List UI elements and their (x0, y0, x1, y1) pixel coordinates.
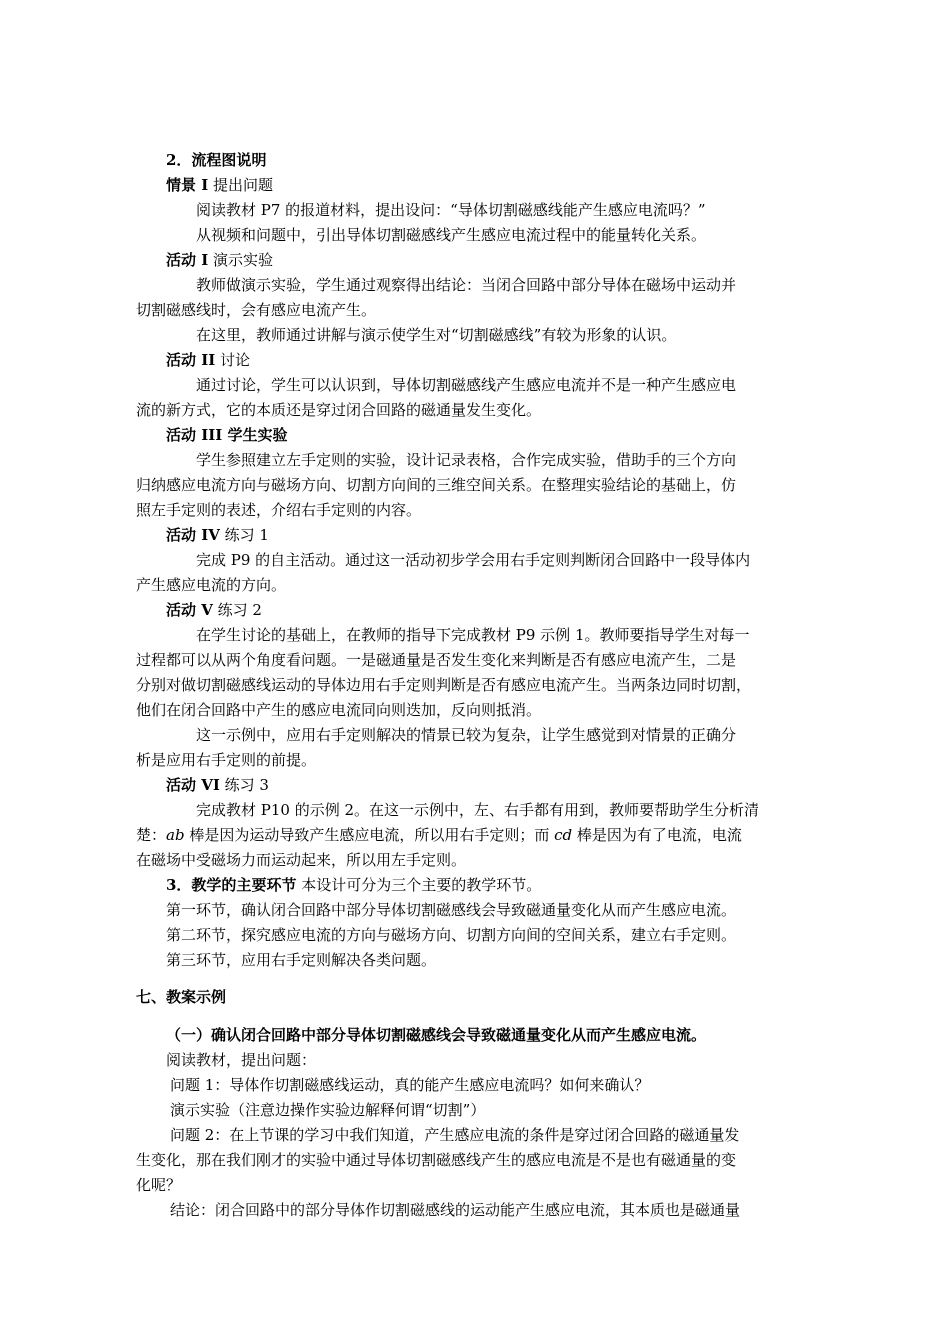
paragraph-line: 问题 2：在上节课的学习中我们知道，产生感应电流的条件是穿过闭合回路的磁通量发 (170, 1126, 740, 1144)
paragraph-line: 完成 P9 的自主活动。通过这一活动初步学会用右手定则判断闭合回路中一段导体内 (196, 551, 751, 569)
section-3-intro: 本设计可分为三个主要的教学环节。 (296, 876, 542, 894)
paragraph-line: 演示实验（注意边操作实验边解释何谓“切割”） (170, 1101, 486, 1119)
section-3-title: 3．教学的主要环节 (166, 876, 297, 894)
paragraph-line: 阅读教材 P7 的报道材料，提出设问：“导体切割磁感线能产生感应电流吗？” (196, 201, 706, 219)
scene-1-heading (166, 173, 273, 198)
paragraph-line: 学生参照建立左手定则的实验，设计记录表格，合作完成实验，借助手的三个方向 (196, 451, 737, 469)
paragraph-line: 第一环节，确认闭合回路中部分导体切割磁感线会导致磁通量变化从而产生感应电流。 (166, 901, 737, 919)
activity-2-topic: 讨论 (215, 351, 251, 369)
paragraph-line: 结论：闭合回路中的部分导体作切割磁感线的运动能产生感应电流，其本质也是磁通量 (170, 1201, 741, 1219)
activity-3-heading: 活动 III 学生实验 (166, 426, 288, 444)
scene-1-topic: 提出问题 (208, 176, 274, 194)
paragraph-line: 阅读教材，提出问题： (166, 1051, 317, 1069)
paragraph-line: 从视频和问题中，引出导体切割磁感线产生感应电流过程中的能量转化关系。 (196, 226, 707, 244)
activity-5-label: 活动 V (166, 601, 213, 619)
paragraph-line: 过程都可以从两个角度看问题。一是磁通量是否发生变化来判断是否有感应电流产生，二是 (136, 651, 737, 669)
paragraph-line: 问题 1：导体作切割磁感线运动，真的能产生感应电流吗？如何来确认？ (170, 1076, 650, 1094)
paragraph-line: 切割磁感线时，会有感应电流产生。 (136, 301, 377, 319)
activity-6-topic: 练习 3 (219, 776, 269, 794)
section-7-title: 七、教案示例 (136, 988, 227, 1006)
paragraph-line (136, 823, 742, 848)
activity-4-heading (166, 523, 269, 548)
activity-6-label: 活动 VI (166, 776, 220, 794)
activity-4-topic: 练习 1 (219, 526, 269, 544)
paragraph-line: 析是应用右手定则的前提。 (136, 751, 317, 769)
paragraph-line: 照左手定则的表述，介绍右手定则的内容。 (136, 501, 422, 519)
paragraph-line: 这一示例中，应用右手定则解决的情景已较为复杂，让学生感觉到对情景的正确分 (196, 726, 737, 744)
activity-5-heading (166, 598, 262, 623)
activity-2-label: 活动 II (166, 351, 216, 369)
activity-2-heading (166, 348, 250, 373)
paragraph-line: 归纳感应电流方向与磁场方向、切割方向间的三维空间关系。在整理实验结论的基础上，仿 (136, 476, 737, 494)
paragraph-line: 流的新方式，它的本质还是穿过闭合回路的磁通量发生变化。 (136, 401, 542, 419)
activity-6-heading (166, 773, 269, 798)
activity-1-topic: 演示实验 (208, 251, 274, 269)
paragraph-line: 在学生讨论的基础上，在教师的指导下完成教材 P9 示例 1。教师要指导学生对每一 (196, 626, 750, 644)
section-3-heading (166, 873, 541, 898)
paragraph-line: 在磁场中受磁场力而运动起来，所以用左手定则。 (136, 851, 467, 869)
paragraph-line: 第二环节，探究感应电流的方向与磁场方向、切割方向间的空间关系，建立右手定则。 (166, 926, 737, 944)
section-7-subheading: （一）确认闭合回路中部分导体切割磁感线会导致磁通量变化从而产生感应电流。 (166, 1026, 707, 1044)
text-run: 楚： (136, 826, 167, 844)
paragraph-line: 教师做演示实验，学生通过观察得出结论：当闭合回路中部分导体在磁场中运动并 (196, 276, 737, 294)
paragraph-line: 通过讨论，学生可以认识到，导体切割磁感线产生感应电流并不是一种产生感应电 (196, 376, 737, 394)
paragraph-line: 化呢？ (136, 1176, 182, 1194)
paragraph-line: 在这里，教师通过讲解与演示使学生对“切割磁感线”有较为形象的认识。 (196, 326, 677, 344)
rod-cd-label: cd (554, 826, 573, 844)
activity-4-label: 活动 IV (166, 526, 220, 544)
activity-1-heading (166, 248, 273, 273)
paragraph-line: 产生感应电流的方向。 (136, 576, 287, 594)
text-run: 棒是因为运动导致产生感应电流，所以用右手定则；而 (184, 826, 555, 844)
rod-ab-label: ab (166, 826, 185, 844)
text-run: 棒是因为有了电流，电流 (572, 826, 742, 844)
paragraph-line: 生变化，那在我们刚才的实验中通过导体切割磁感线产生的感应电流是不是也有磁通量的变 (136, 1151, 737, 1169)
paragraph-line: 第三环节，应用右手定则解决各类问题。 (166, 951, 437, 969)
activity-1-label: 活动 I (166, 251, 209, 269)
paragraph-line: 完成教材 P10 的示例 2。在这一示例中，左、右手都有用到，教师要帮助学生分析清 (196, 801, 760, 819)
scene-1-label: 情景 I (166, 176, 209, 194)
activity-5-topic: 练习 2 (212, 601, 262, 619)
section-2-title: 2．流程图说明 (166, 151, 267, 169)
paragraph-line: 分别对做切割磁感线运动的导体边用右手定则判断是否有感应电流产生。当两条边同时切割， (136, 676, 752, 694)
paragraph-line: 他们在闭合回路中产生的感应电流同向则迭加，反向则抵消。 (136, 701, 542, 719)
